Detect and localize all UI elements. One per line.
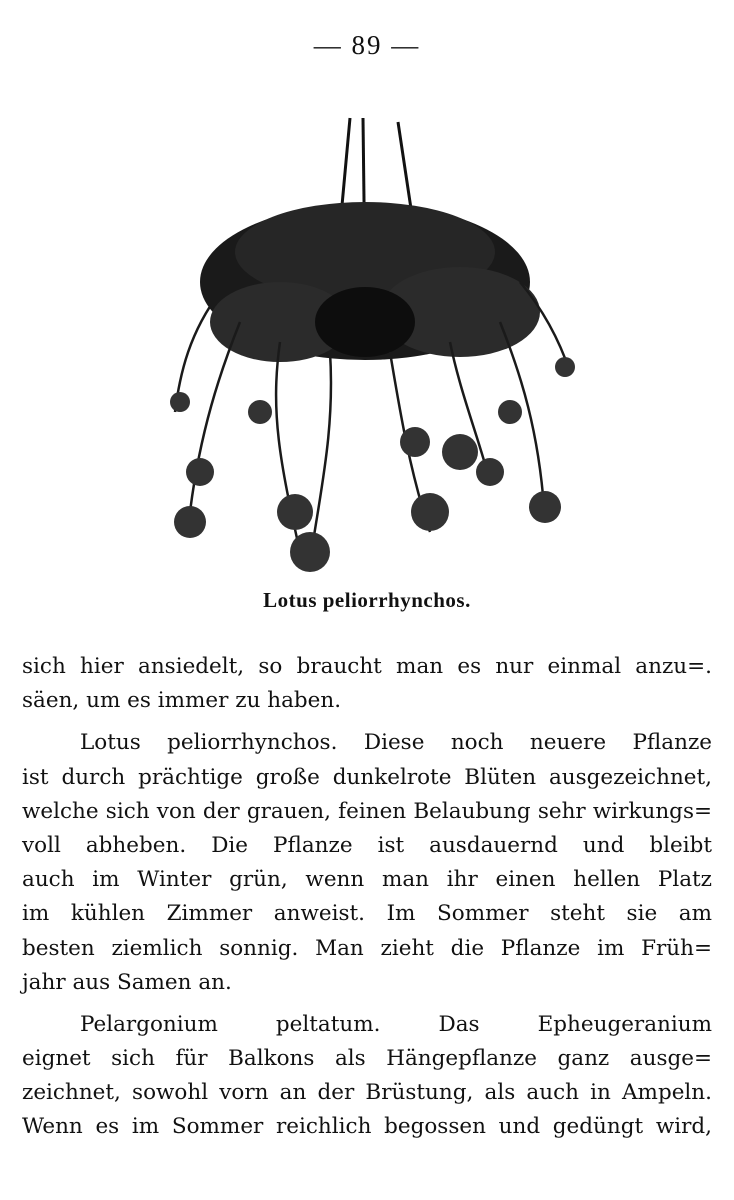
text-line: säen, um es immer zu haben. bbox=[22, 688, 342, 714]
hanging-plant-illustration bbox=[160, 112, 580, 582]
text-line: Pelargonium peltatum. Das Epheugeranium bbox=[80, 1011, 712, 1037]
paragraph-1 bbox=[22, 650, 712, 718]
text-line: besten ziemlich sonnig. Man zieht die Pflanze im Früh= bbox=[22, 935, 712, 961]
text-line: welche sich von der grauen, feinen Belaubung sehr wirkungs= bbox=[22, 798, 712, 824]
text-line: ist durch prächtige große dunkelrote Blüten ausgezeichnet, bbox=[22, 764, 712, 790]
dense-foliage-mass bbox=[200, 202, 540, 362]
figure-caption: Lotus peliorrhynchos. bbox=[263, 588, 471, 612]
text-line: Lotus peliorrhynchos. Diese noch neuere Pflanze bbox=[80, 730, 712, 756]
text-line: zeichnet, sowohl vorn an der Brüstung, als auch in Ampeln. bbox=[22, 1080, 712, 1106]
text-line: sich hier ansiedelt, so braucht man es nur einmal anzu=. bbox=[22, 654, 712, 679]
paragraph-3 bbox=[22, 1008, 712, 1145]
paragraph-2 bbox=[22, 726, 712, 1000]
text-line: voll abheben. Die Pflanze ist ausdauernd und bleibt bbox=[22, 832, 712, 858]
leaf-clusters bbox=[170, 357, 575, 572]
body-text bbox=[22, 650, 712, 1145]
page-number: — 89 — bbox=[313, 30, 421, 60]
text-line: auch im Winter grün, wenn man ihr einen hellen Platz bbox=[22, 867, 712, 893]
text-line: Wenn es im Sommer reichlich begossen und gedüngt wird, bbox=[22, 1114, 712, 1140]
text-line: jahr aus Samen an. bbox=[22, 969, 232, 995]
text-line: im kühlen Zimmer anweist. Im Sommer steht sie am bbox=[22, 901, 712, 927]
text-line: eignet sich für Balkons als Hängepflanze ganz ausge= bbox=[22, 1046, 712, 1072]
